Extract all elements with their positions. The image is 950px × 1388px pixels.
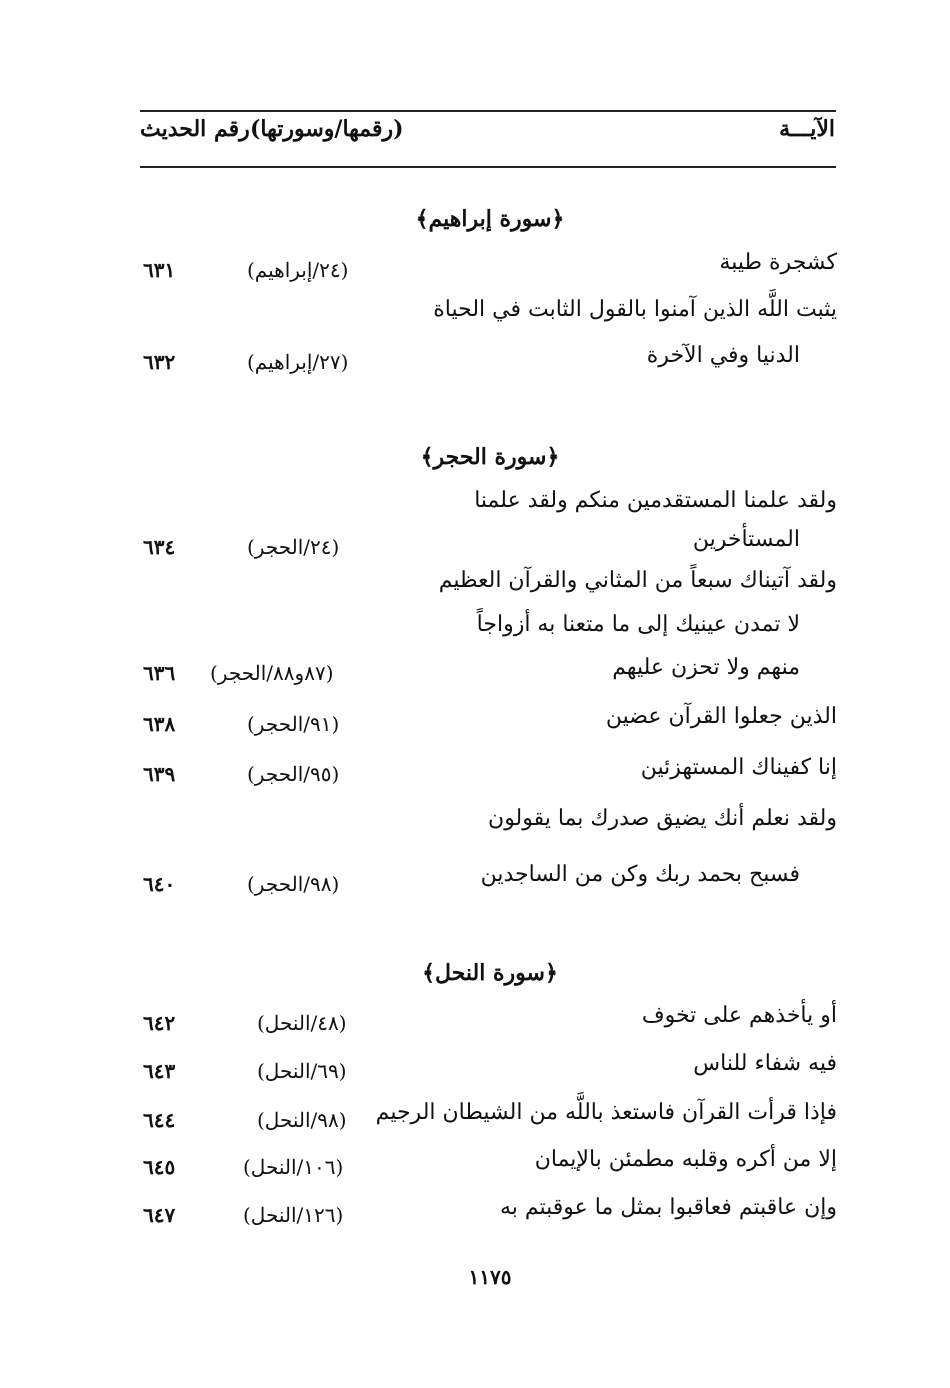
ayah-line: فسبح بحمد ربك وكن من الساجدين xyxy=(480,862,800,887)
hadith-number: ٦٤٠ xyxy=(143,872,176,896)
ayah-reference: (٩٨/الحجر) xyxy=(247,872,340,896)
header-top-rule xyxy=(140,110,836,112)
ayah-reference: (٢٤/الحجر) xyxy=(247,535,340,559)
ayah-reference: (١٠٦/النحل) xyxy=(243,1155,344,1179)
section-title-an-nahl: ﴿سورة النحل﴾ xyxy=(422,960,558,986)
hadith-number: ٦٤٣ xyxy=(143,1059,176,1083)
ayah-reference: (٩١/الحجر) xyxy=(247,712,340,736)
ayah-reference: (٦٩/النحل) xyxy=(257,1059,347,1083)
ayah-line: المستأخرين xyxy=(692,527,800,552)
ayah-line: الدنيا وفي الآخرة xyxy=(646,343,800,368)
header-bottom-rule xyxy=(140,166,836,168)
hadith-number: ٦٣٤ xyxy=(143,535,176,559)
ayah-line: منهم ولا تحزن عليهم xyxy=(612,655,800,680)
ayah-line: أو يأخذهم على تخوف xyxy=(641,1003,837,1028)
section-title-ibrahim: ﴿سورة إبراهيم﴾ xyxy=(415,206,565,232)
hadith-number: ٦٣٩ xyxy=(143,762,176,786)
ayah-line: إلا من أكره وقلبه مطمئن بالإيمان xyxy=(534,1147,837,1172)
ayah-line: كشجرة طيبة xyxy=(719,250,837,275)
page-number: ١١٧٥ xyxy=(468,1265,512,1289)
section-title-al-hijr: ﴿سورة الحجر﴾ xyxy=(420,444,560,470)
header-ayah-column: الآيـــة xyxy=(779,116,835,142)
hadith-number: ٦٣٨ xyxy=(143,712,176,736)
ayah-reference: (٨٧و٨٨/الحجر) xyxy=(210,661,334,685)
hadith-number: ٦٣١ xyxy=(143,258,176,282)
ayah-line: فإذا قرأت القرآن فاستعذ باللَّه من الشيطان الرجيم xyxy=(375,1100,837,1125)
header-hadith-number-column: رقم الحديث xyxy=(140,116,250,142)
hadith-number: ٦٣٢ xyxy=(143,350,176,374)
header-reference-column: (رقمها/وسورتها) xyxy=(250,116,404,142)
ayah-line: وإن عاقبتم فعاقبوا بمثل ما عوقبتم به xyxy=(499,1195,837,1220)
ayah-reference: (٢٤/إبراهيم) xyxy=(247,258,349,282)
hadith-number: ٦٤٥ xyxy=(143,1155,176,1179)
ayah-line: ولقد نعلم أنك يضيق صدرك بما يقولون xyxy=(488,806,837,831)
ayah-line: ولقد آتيناك سبعاً من المثاني والقرآن العظيم xyxy=(438,568,837,593)
hadith-number: ٦٤٤ xyxy=(143,1108,176,1132)
hadith-number: ٦٣٦ xyxy=(143,661,176,685)
hadith-number: ٦٤٧ xyxy=(143,1203,176,1227)
ayah-reference: (٤٨/النحل) xyxy=(257,1011,347,1035)
ayah-line: فيه شفاء للناس xyxy=(693,1051,837,1076)
ayah-reference: (٩٨/النحل) xyxy=(257,1108,347,1132)
hadith-number: ٦٤٢ xyxy=(143,1011,176,1035)
ayah-line: إنا كفيناك المستهزئين xyxy=(640,755,837,780)
ayah-reference: (٢٧/إبراهيم) xyxy=(247,350,349,374)
ayah-line: الذين جعلوا القرآن عضين xyxy=(605,704,837,729)
ayah-line: لا تمدن عينيك إلى ما متعنا به أزواجاً xyxy=(476,612,800,637)
ayah-line: ولقد علمنا المستقدمين منكم ولقد علمنا xyxy=(474,488,837,513)
ayah-reference: (٩٥/الحجر) xyxy=(247,762,340,786)
ayah-line: يثبت اللَّه الذين آمنوا بالقول الثابت في الحياة xyxy=(433,297,837,322)
ayah-reference: (١٢٦/النحل) xyxy=(243,1203,344,1227)
